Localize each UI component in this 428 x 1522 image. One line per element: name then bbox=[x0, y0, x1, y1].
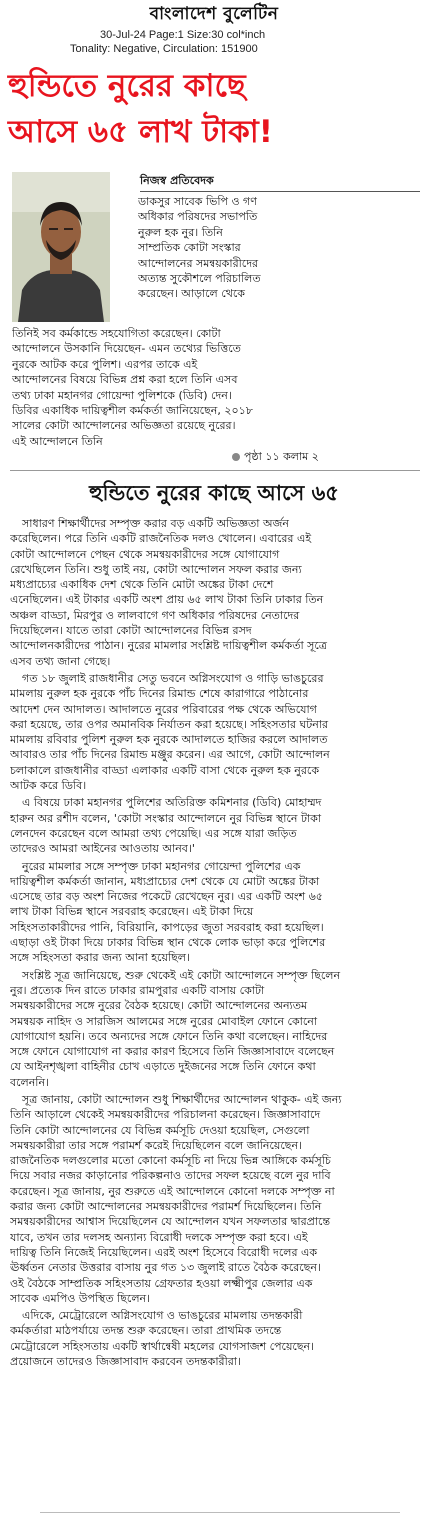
lede-line: ডিবির একাধিক দায়িত্বশীল কর্মকর্তা জানিয়েছেন, ২০১৮ bbox=[12, 404, 253, 418]
headline-line-1: হুন্ডিতে নুরের কাছে bbox=[8, 68, 246, 104]
article-line: মেট্রোরেলে সহিংসতায় একটি স্বার্থান্বেষী মহলের যোগসাজশ পেয়েছেন। bbox=[10, 1339, 315, 1353]
lede-side-column bbox=[138, 194, 420, 302]
article-line: ওই বৈঠকে সাম্প্রতিক সহিংসতায় গ্রেফতার হওয়া লক্ষ্মীপুর জেলার এক bbox=[10, 1276, 313, 1290]
article-line: সঙ্গে ফোনে যোগাযোগ না করার কারণ হিসেবে তিনি জিজ্ঞাসাবাদে বলেছেন bbox=[10, 1045, 335, 1059]
continuation-note bbox=[232, 450, 319, 464]
article-line: যোগাযোগ হয়নি। তবে অন্যদের সঙ্গে ফোনে তিনি কথা বলেছেন। নাহিদের bbox=[10, 1029, 328, 1043]
lede-line: আন্দোলনের বিষয়ে বিভিন্ন প্রশ্ন করা হলে তিনি এসব bbox=[12, 373, 238, 387]
article-paragraph bbox=[10, 968, 422, 1090]
article-line: সমন্বয়কারীরা তার সঙ্গে পরামর্শ করেই দিয়েছিলেন বলে জানিয়েছেন। bbox=[10, 1138, 302, 1152]
article-line: রাজনৈতিক দলগুলোর মতো কোনো কর্মসূচি না দিয়ে ভিন্ন আঙ্গিকে কর্মসূচি bbox=[10, 1154, 331, 1168]
headline-line-2: আসে ৬৫ লাখ টাকা! bbox=[8, 114, 273, 150]
article-line: দায়িত্ব তিনি নিজেই নিয়েছিলেন। এরই অংশ হিসেবে বিরোধী দলের এক bbox=[10, 1245, 318, 1259]
section-divider bbox=[10, 470, 420, 471]
article-line: নুর। প্রত্যেক দিন রাতে ঢাকার রামপুরার একটি বাসায় কোটা bbox=[10, 983, 265, 997]
article-line: সংশ্লিষ্ট সূত্র জানিয়েছে, শুরু থেকেই এই কোটা আন্দোলনে সম্পৃক্ত ছিলেন bbox=[22, 968, 341, 982]
article-line: সূত্র জানায়, কোটা আন্দোলন শুধু শিক্ষার্থীদের আন্দোলন থাকুক- এই জন্য bbox=[22, 1092, 342, 1106]
article-line: গত ১৮ জুলাই রাজধানীর সেতু ভবনে অগ্নিসংযোগ ও গাড়ি ভাঙচুরের bbox=[22, 671, 324, 685]
article-paragraph bbox=[10, 1092, 422, 1306]
lede-line: আন্দোলনে উসকানি দিয়েছেন- এমন তথ্যের ভিত্তিতে bbox=[12, 342, 241, 356]
article-line: আন্দোলনকারীদের পাঠান। নুরের মামলার সংশ্লিষ্ট দায়িত্বশীল কর্মকর্তা সূত্রে bbox=[10, 639, 327, 653]
article-line: প্রয়োজনে তাদেরও জিজ্ঞাসাবাদ করবেন তদন্তকারীরা। bbox=[10, 1355, 241, 1369]
article-line: এসেছে তার বড় অংশ নিজের পকেটে রেখেছেন নুর। এর একটি অংশ ৬৫ bbox=[10, 890, 323, 904]
article-line: আদেশ দেন আদালত। আদালতে নুরের পরিবারের পক্ষ থেকে অভিযোগ bbox=[10, 702, 317, 716]
article-line: এসব তথ্য জানা গেছে। bbox=[10, 654, 111, 668]
masthead bbox=[0, 4, 428, 24]
article-line: করেছেন। সূত্র জানায়, নুর শুরুতে এই আন্দোলনে কোনো দলকে সম্পৃক্ত না bbox=[10, 1184, 335, 1198]
clipping-date-page: 30-Jul-24 Page:1 Size:30 col*inch bbox=[100, 29, 266, 41]
lede-line: অত্যন্ত সুকৌশলে পরিচালিত bbox=[138, 272, 261, 286]
article-line: যে আইনশৃঙ্খলা বাহিনীর চোখ এড়াতে দুইজনের সঙ্গে তিনি ফোনে কথা bbox=[10, 1060, 316, 1074]
article-line: অঞ্চল বাড্ডা, মিরপুর ও লালবাগে গণ অধিকার পরিষদের নেতাদের bbox=[10, 608, 300, 622]
article-line: দিয়েছিলেন। যাতে তারা কোটা আন্দোলনের বিভিন্ন রসদ bbox=[10, 624, 252, 638]
headline bbox=[8, 63, 420, 155]
article-line: লেনদেন করেছেন বলে আমরা তথ্য পেয়েছি। এর সঙ্গে যারা জড়িত bbox=[10, 826, 297, 840]
lede-line: সালের কোটা আন্দোলনের অভিজ্ঞতা রয়েছে নুরের। bbox=[12, 419, 236, 433]
article-line: দিয়ে সবার নজর কাড়ানোর পরিকল্পনাও তাদের সফল হয়েছে বলে নুর দাবি bbox=[10, 1169, 331, 1183]
article-line: এদিকে, মেট্রোরেলে অগ্নিসংযোগ ও ভাঙচুরের মামলায় তদন্তকারী bbox=[22, 1309, 303, 1323]
article-line: যাবে, তখন তার দলসহ অন্যান্য বিরোধী দলকে সম্পৃক্ত করা হবে। এই bbox=[10, 1230, 308, 1244]
article-paragraph bbox=[10, 859, 422, 966]
article-line: কর্মকর্তারা মাঠপর্যায়ে তদন্ত শুরু করেছেন। তারা প্রাথমিক তদন্তে bbox=[10, 1324, 282, 1338]
article-line: চলাকালে রাজধানীর বাড্ডা এলাকার একটি বাসা থেকে নুরুল হক নুরকে bbox=[10, 763, 320, 777]
clipping-meta bbox=[70, 28, 265, 56]
article-line: এনেছিলেন। এই টাকার একটি অংশ প্রায় ৬৫ লাখ টাকা তিনি ঢাকার তিন bbox=[10, 593, 324, 607]
article-line: বলেননি। bbox=[10, 1075, 49, 1089]
article-line: লাখ টাকা বিভিন্ন স্থানে সরবরাহ করেছেন। এই টাকা দিয়ে bbox=[10, 905, 254, 919]
article-line: সঙ্গে সহিংসতা করার জন্য আনা হয়েছিল। bbox=[10, 951, 190, 965]
portrait-photo-icon bbox=[12, 172, 110, 322]
article-line: তাদেরও আমরা আইনের আওতায় আনব।' bbox=[10, 842, 195, 856]
article-line: কোটা আন্দোলনে পেছন থেকে সমন্বয়কারীদের সঙ্গে যোগাযোগ bbox=[10, 547, 280, 561]
continuation-text: পৃষ্ঠা ১১ কলাম ২ bbox=[244, 450, 319, 463]
clipping-tonality: Tonality: Negative, Circulation: 151900 bbox=[70, 43, 258, 55]
article-line: মামলায় নুরুল হক নুরকে পাঁচ দিনের রিমান্ড শেষে কারাগারে পাঠানোর bbox=[10, 687, 309, 701]
article-line: মামলায় রবিবার পুলিশ নুরুল হক নুরকে আদালতে হাজির করলে আদালত bbox=[10, 733, 328, 747]
lede-full-width bbox=[12, 326, 420, 449]
article-line: রেখেছিলেন তিনি। শুধু তাই নয়, কোটা আন্দোলন সফল করার জন্য bbox=[10, 562, 302, 576]
lede-line: আন্দোলনের সমন্বয়কারীদের bbox=[138, 256, 259, 270]
newspaper-name: বাংলাদেশ বুলেটিন bbox=[149, 4, 279, 24]
lede-line: সাম্প্রতিক কোটা সংস্কার bbox=[138, 241, 241, 255]
article-line: করার জন্য কোটা আন্দোলনের সমন্বয়কারীদের পরামর্শ দিয়েছিলেন। তিনি bbox=[10, 1200, 322, 1214]
lede-line: নুরকে আটক করে পুলিশ। এরপর তাকে এই bbox=[12, 357, 198, 371]
article-paragraph bbox=[10, 1308, 422, 1369]
article-paragraph bbox=[10, 516, 422, 669]
lede-line: এই আন্দোলনে তিনি bbox=[12, 434, 103, 448]
lede-line: অধিকার পরিষদের সভাপতি bbox=[138, 210, 258, 224]
portrait-photo bbox=[12, 172, 110, 322]
lede-line: নুরুল হক নুর। তিনি bbox=[138, 225, 223, 239]
article-paragraph bbox=[10, 795, 422, 856]
article-line: সমন্বয়কারীদের সঙ্গে নুরের বৈঠক হয়েছে। কোটা আন্দোলনের অন্যতম bbox=[10, 999, 308, 1013]
lede-line: ডাকসুর সাবেক ভিপি ও গণ bbox=[138, 195, 257, 208]
article-line: সমন্বয়ক নাহিদ ও সারজিস আলমের সঙ্গে নুরের মোবাইল ফোনে কোনো bbox=[10, 1014, 318, 1028]
article-line: নুরের মামলার সঙ্গে সম্পৃক্ত ঢাকা মহানগর গোয়েন্দা পুলিশের এক bbox=[22, 859, 301, 873]
article-line: সাবেক এমপিও উপস্থিত ছিলেন। bbox=[10, 1291, 151, 1305]
article-line: এ বিষয়ে ঢাকা মহানগর পুলিশের অতিরিক্ত কমিশনার (ডিবি) মোহাম্মদ bbox=[22, 796, 322, 810]
byline: নিজস্ব প্রতিবেদক bbox=[140, 174, 420, 192]
article-line: তিনি আড়ালে থেকেই সমন্বয়কারীদের পরিচালনা করেছেন। জিজ্ঞাসাবাদে bbox=[10, 1108, 321, 1122]
bullet-icon bbox=[232, 453, 240, 461]
lede-line: তথ্য ঢাকা মহানগর গোয়েন্দা পুলিশকে (ডিবি) দেন। bbox=[12, 388, 232, 402]
lede-line: তিনিই সব কর্মকান্ডে সহযোগিতা করেছেন। কোটা bbox=[12, 327, 221, 340]
article-line: সহিংসতাকারীদের পানি, বিরিয়ানি, কাপড়ের জুতা সরবরাহ করা হয়েছিল। bbox=[10, 920, 324, 934]
article-line: করা হয়েছে, তার ওপর অমানবিক নির্যাতন করা হয়েছে। সহিংসতার ঘটনার bbox=[10, 717, 329, 731]
article-line: আবারও তার পাঁচ দিনের রিমান্ড মঞ্জুর করেন। এর আগে, কোটা আন্দোলন bbox=[10, 748, 330, 762]
article-line: হারুন অর রশীদ বলেন, 'কোটা সংস্কার আন্দোলনে নুর বিভিন্ন স্থানে টাকা bbox=[10, 811, 322, 825]
article-line: আটক করে ডিবি। bbox=[10, 779, 87, 793]
lede-line: করেছেন। আড়ালে থেকে bbox=[138, 287, 245, 301]
article-paragraph bbox=[10, 671, 422, 793]
continuation-headline: হুন্ডিতে নুরের কাছে আসে ৬৫ bbox=[89, 481, 339, 505]
article-line: ঊর্ধ্বতন নেতার উত্তরার বাসায় নুর গত ১৩ জুলাই রাতে বৈঠক করেছেন। bbox=[10, 1261, 321, 1275]
article-line: এছাড়া ওই টাকা দিয়ে ঢাকার বিভিন্ন স্থান থেকে লোক ভাড়া করে পুলিশের bbox=[10, 936, 326, 950]
article-line: মধ্যপ্রাচ্যের একাধিক দেশ থেকে তিনি মোটা অঙ্কের টাকা দেশে bbox=[10, 578, 274, 592]
article-body bbox=[10, 516, 422, 1371]
article-line: সমন্বয়কারীদের আশ্বাস দিয়েছিলেন যে আন্দোলন যখন সফলতার দ্বারপ্রান্তে bbox=[10, 1215, 331, 1229]
article-line: করেছিলেন। পরে তিনি একটি রাজনৈতিক দলও খোলেন। এবারের এই bbox=[10, 532, 312, 546]
article-line: তিনি কোটা আন্দোলনের যে বিভিন্ন কর্মসূচি দেওয়া হয়েছিল, সেগুলো bbox=[10, 1123, 310, 1137]
article-line: সাধারণ শিক্ষার্থীদের সম্পৃক্ত করার বড় একটি অভিজ্ঞতা অর্জন bbox=[22, 517, 289, 530]
article-line: দায়িত্বশীল কর্মকর্তা জানান, মধ্যপ্রাচ্যের দেশ থেকে যে মোটা অঙ্কের টাকা bbox=[10, 874, 320, 888]
bottom-divider bbox=[40, 1512, 400, 1513]
